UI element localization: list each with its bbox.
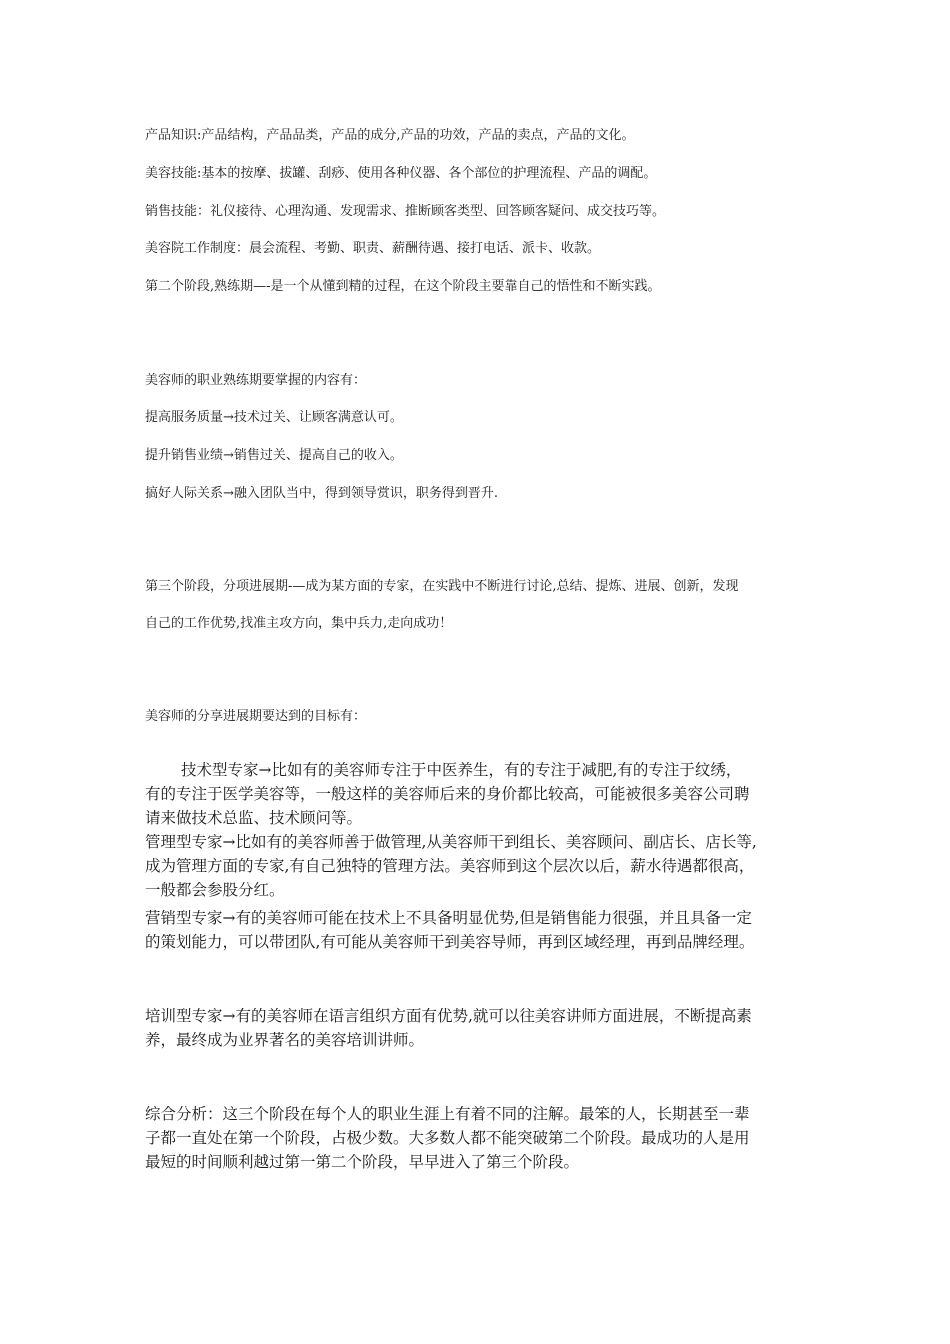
sales-skills-line: 销售技能：礼仪接待、心理沟通、发现需求、推断顾客类型、回答顾客疑问、成交技巧等。 [145, 204, 666, 219]
paragraph-line: 养，最终成为业界著名的美容培训讲师。 [145, 1031, 425, 1049]
stage-two-item: 搞好人际关系→融入团队当中，得到领导赏识，职务得到晋升. [145, 486, 499, 501]
paragraph-line: 管理型专家→比如有的美容师善于做管理,从美容师干到组长、美容顾问、副店长、店长等, [145, 833, 757, 851]
paragraph-line: 最短的时间顺利越过第一第二个阶段，早早进入了第三个阶段。 [145, 1153, 580, 1171]
paragraph-line: 技术型专家→比如有的美容师专注于中医养生，有的专注于减肥,有的专注于纹绣， [181, 761, 742, 779]
training-expert-paragraph [145, 1004, 805, 1052]
paragraph-line: 成为管理方面的专家,有自己独特的管理方法。美容师到这个层次以后，薪水待遇都很高， [145, 857, 755, 875]
stage-two-item: 提升销售业绩→销售过关、提高自己的收入。 [145, 448, 403, 463]
salon-rules-line: 美容院工作制度：晨会流程、考勤、职责、薪酬待遇、接打电话、派卡、收款。 [145, 241, 601, 256]
management-expert-paragraph [145, 830, 805, 902]
stage-two-intro: 第二个阶段,熟练期—-是一个从懂到精的过程，在这个阶段主要靠自己的悟性和不断实践。 [145, 279, 661, 294]
paragraph-line: 营销型专家→有的美容师可能在技术上不具备明显优势,但是销售能力很强，并且具备一定 [145, 909, 752, 927]
paragraph-line: 子都一直处在第一个阶段，占极少数。大多数人都不能突破第二个阶段。最成功的人是用 [145, 1129, 750, 1147]
paragraph-line: 请来做技术总监、技术顾问等。 [145, 809, 363, 827]
stage-two-item: 提高服务质量→技术过关、让顾客满意认可。 [145, 410, 403, 425]
stage-three-intro-line2: 自己的工作优势,找准主攻方向，集中兵力,走向成功！ [145, 616, 453, 631]
product-knowledge-line: 产品知识:产品结构，产品品类，产品的成分,产品的功效，产品的卖点，产品的文化。 [145, 128, 635, 143]
summary-paragraph [145, 1102, 805, 1174]
paragraph-line: 有的专注于医学美容等，一般这样的美容师后来的身价都比较高，可能被很多美容公司聘 [145, 785, 750, 803]
paragraph-line: 一般都会参股分红。 [145, 881, 285, 899]
stage-three-intro-line1: 第三个阶段，分项进展期-—成为某方面的专家，在实践中不断进行讨论,总结、提炼、进展、创新，发现 [145, 579, 739, 594]
stage-three-heading: 美容师的分享进展期要达到的目标有： [145, 709, 367, 724]
paragraph-line: 综合分析：这三个阶段在每个人的职业生涯上有着不同的注解。最笨的人，长期甚至一辈 [145, 1105, 750, 1123]
technical-expert-paragraph [145, 758, 805, 830]
marketing-expert-paragraph [145, 906, 805, 954]
paragraph-line: 培训型专家→有的美容师在语言组织方面有优势,就可以往美容讲师方面进展，不断提高素 [145, 1007, 752, 1025]
beauty-skills-line: 美容技能:基本的按摩、拔罐、刮痧、使用各种仪器、各个部位的护理流程、产品的调配。 [145, 166, 657, 181]
paragraph-line: 的策划能力，可以带团队,有可能从美容师干到美容导师，再到区域经理，再到品牌经理。 [145, 933, 755, 951]
stage-two-heading: 美容师的职业熟练期要掌握的内容有： [145, 373, 367, 388]
